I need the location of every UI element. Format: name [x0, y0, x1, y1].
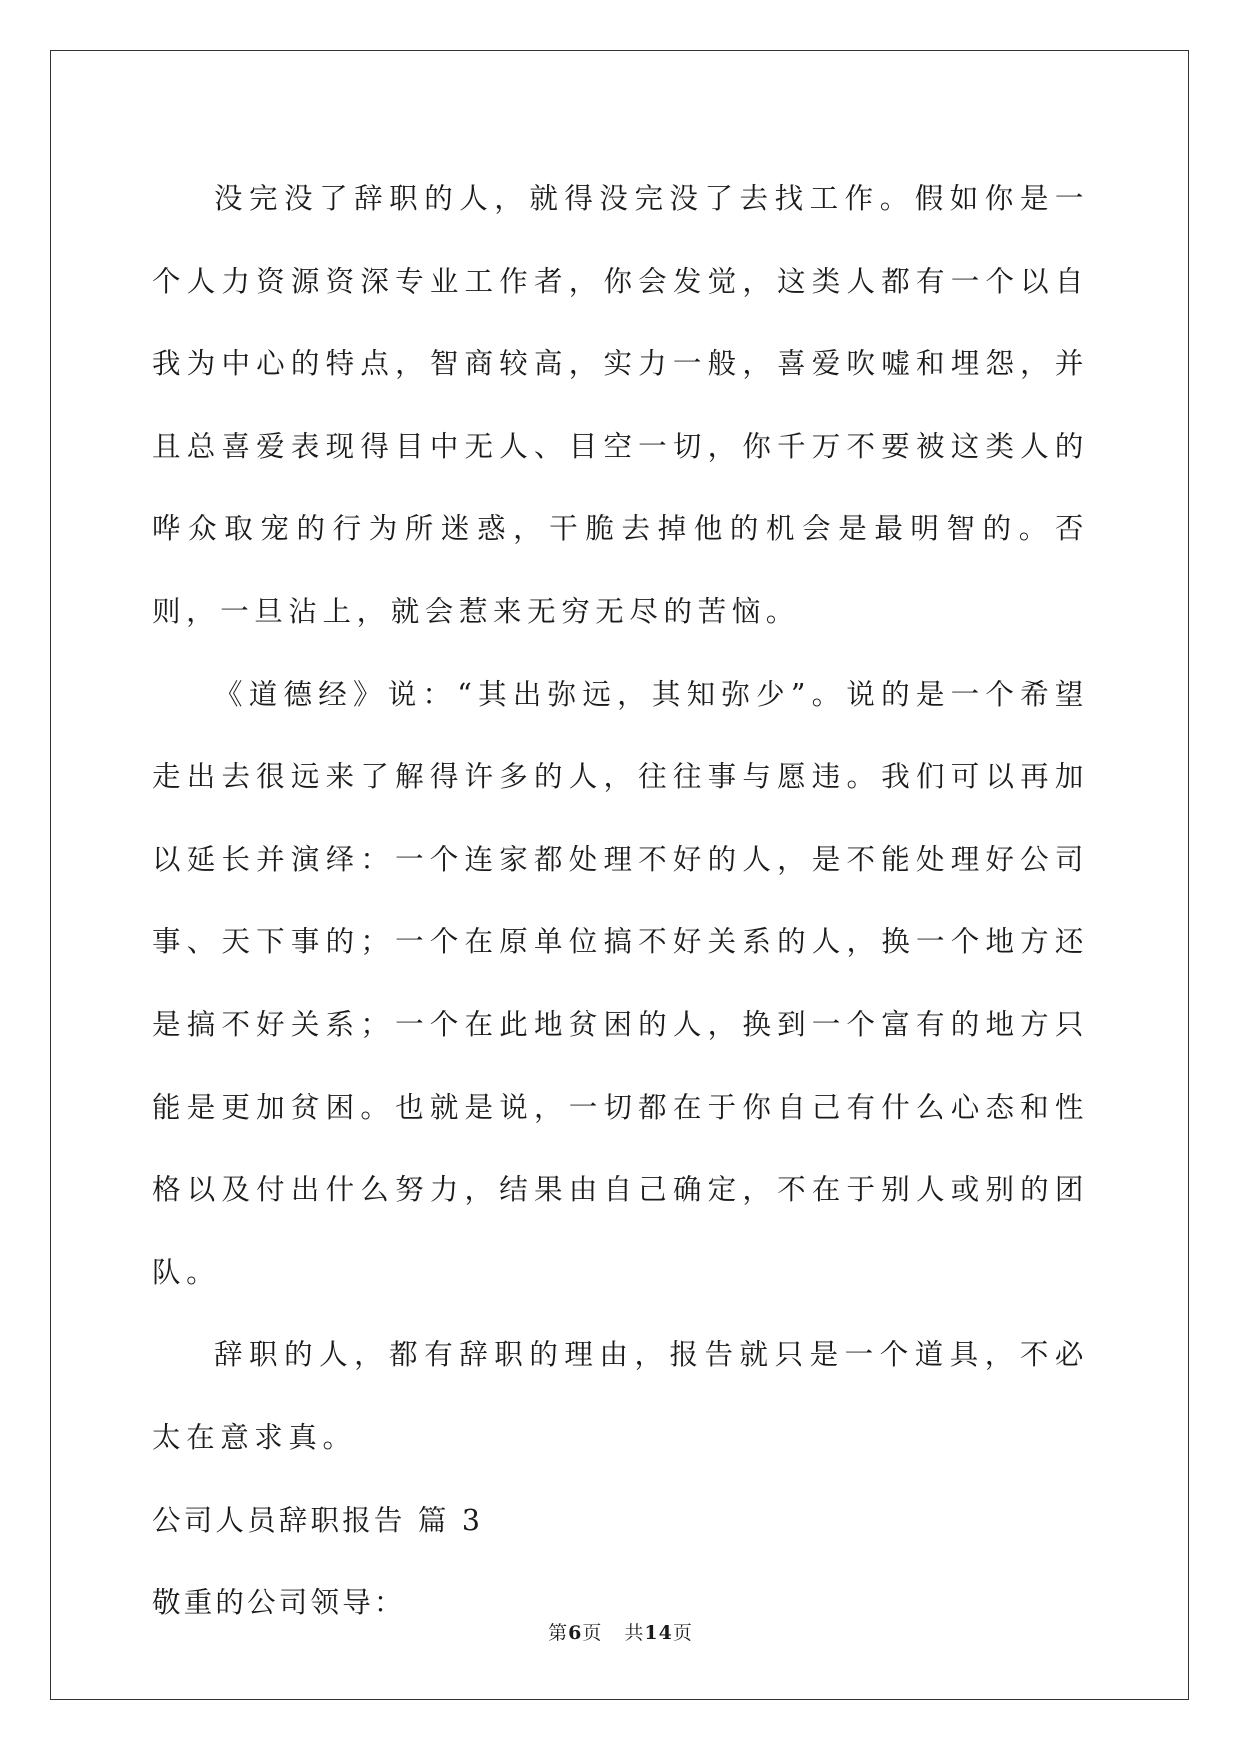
salutation: 敬重的公司领导：: [152, 1586, 406, 1620]
footer-page-word: 页: [582, 1622, 603, 1644]
page-footer: [0, 1618, 1241, 1645]
footer-total-suffix: 页: [672, 1622, 693, 1644]
document-body: [152, 158, 1089, 1645]
body-paragraph: 辞职的人，都有辞职的理由，报告就只是一个道具，不必太在意求真。: [152, 1338, 1089, 1454]
footer-prefix: 第: [548, 1622, 569, 1644]
footer-total-prefix: 共: [624, 1622, 645, 1644]
total-pages-number: 14: [644, 1622, 673, 1644]
current-page-number: 6: [568, 1622, 583, 1644]
body-paragraph: 没完没了辞职的人，就得没完没了去找工作。假如你是一个人力资源资深专业工作者，你会发觉，这类人都有一个以自我为中心的特点，智商较高，实力一般，喜爱吹嘘和埋怨，并且总喜爱表现得目中无人、目空一切，你千万不要被这类人的哗众取宠的行为所迷惑，干脆去掉他的机会是最明智的。否则，一旦沾上，就会惹来无穷无尽的苦恼。: [152, 182, 1089, 628]
body-paragraph: 《道德经》说：“其出弥远，其知弥少”。说的是一个希望走出去很远来了解得许多的人，往往事与愿违。我们可以再加以延长并演绎：一个连家都处理不好的人，是不能处理好公司事、天下事的；一个在原单位搞不好关系的人，换一个地方还是搞不好关系；一个在此地贫困的人，换到一个富有的地方只能是更加贫困。也就是说，一切都在于你自己有什么心态和性格以及付出什么努力，结果由自己确定，不在于别人或别的团队。: [152, 677, 1089, 1289]
section-heading: 公司人员辞职报告 篇 3: [152, 1503, 484, 1537]
